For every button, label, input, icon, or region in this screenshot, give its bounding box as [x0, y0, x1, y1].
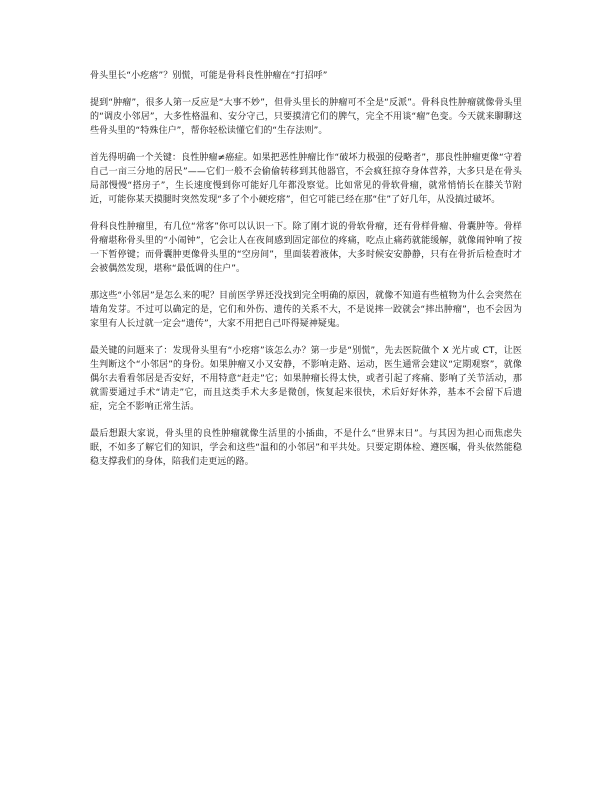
paragraph-what-to-do: 最关键的问题来了：发现骨头里有“小疙瘩”该怎么办？第一步是“别慌”，先去医院做个 X 光片或 CT，让医生判断这个“小邻居”的身份。如果肿瘤又小又安静，不影响走路、运动，医生通常会建议“定期观察”，就像偶尔去看看邻居是否安好，不用特意“赶走”它；如果肿瘤长得太快，或者引起了疼痛、影响了关节活动，那就需要通过手术“请走”它，而且这类手术大多是微创，恢复起来很快，术后好好休养，基本不会留下后遗症，完全不影响正常生活。 — [90, 346, 522, 412]
paragraph-common-types: 骨科良性肿瘤里，有几位“常客”你可以认识一下。除了刚才说的骨软骨瘤，还有骨样骨瘤、骨囊肿等。骨样骨瘤堪称骨头里的“小闹钟”，它会让人在夜间感到固定部位的疼痛，吃点止痛药就能缓解，就像闹钟响了按一下暂停键；而骨囊肿更像骨头里的“空房间”，里面装着液体，大多时候安安静静，只有在骨折后检查时才会被偶然发现，堪称“最低调的住户”。 — [90, 222, 522, 274]
paragraph-benign-vs-malignant: 首先得明确一个关键：良性肿瘤≠癌症。如果把恶性肿瘤比作“破坏力极强的侵略者”，那良性肿瘤更像“守着自己一亩三分地的居民”——它们一般不会偷偷转移到其他器官，不会疯狂掠夺身体营养，大多只是在骨头局部慢慢“搭房子”，生长速度慢到你可能好几年都没察觉。比如常见的骨软骨瘤，就常悄悄长在膝关节附近，可能你某天摸腿时突然发现“多了个小硬疙瘩”，但它可能已经在那“住”了好几年，从没搞过破坏。 — [90, 153, 522, 205]
document-page — [90, 69, 522, 482]
paragraph-causes: 那这些“小邻居”是怎么来的呢？目前医学界还没找到完全明确的原因，就像不知道有些植物为什么会突然在墙角发芽。不过可以确定的是，它们和外伤、遗传的关系不大，不是说摔一跤就会“摔出肿瘤”，也不会因为家里有人长过就一定会“遗传”，大家不用把自己吓得疑神疑鬼。 — [90, 291, 522, 329]
paragraph-intro: 提到“肿瘤”，很多人第一反应是“大事不妙”，但骨头里长的肿瘤可不全是“反派”。骨科良性肿瘤就像骨头里的“调皮小邻居”，大多性格温和、安分守己，只要摸清它们的脾气，完全不用谈“瘤”色变。今天就来聊聊这些骨头里的“特殊住户”，帮你轻松读懂它们的“生存法则”。 — [90, 98, 522, 136]
article-title: 骨头里长“小疙瘩”？别慌，可能是骨科良性肿瘤在“打招呼” — [90, 71, 328, 81]
paragraph-conclusion: 最后想跟大家说，骨头里的良性肿瘤就像生活里的小插曲，不是什么“世界末日”。与其因为担心而焦虑失眠，不如多了解它们的知识，学会和这些“温和的小邻居”和平共处。只要定期体检、遵医嘱，骨头依然能稳稳支撑我们的身体，陪我们走更远的路。 — [90, 429, 522, 467]
